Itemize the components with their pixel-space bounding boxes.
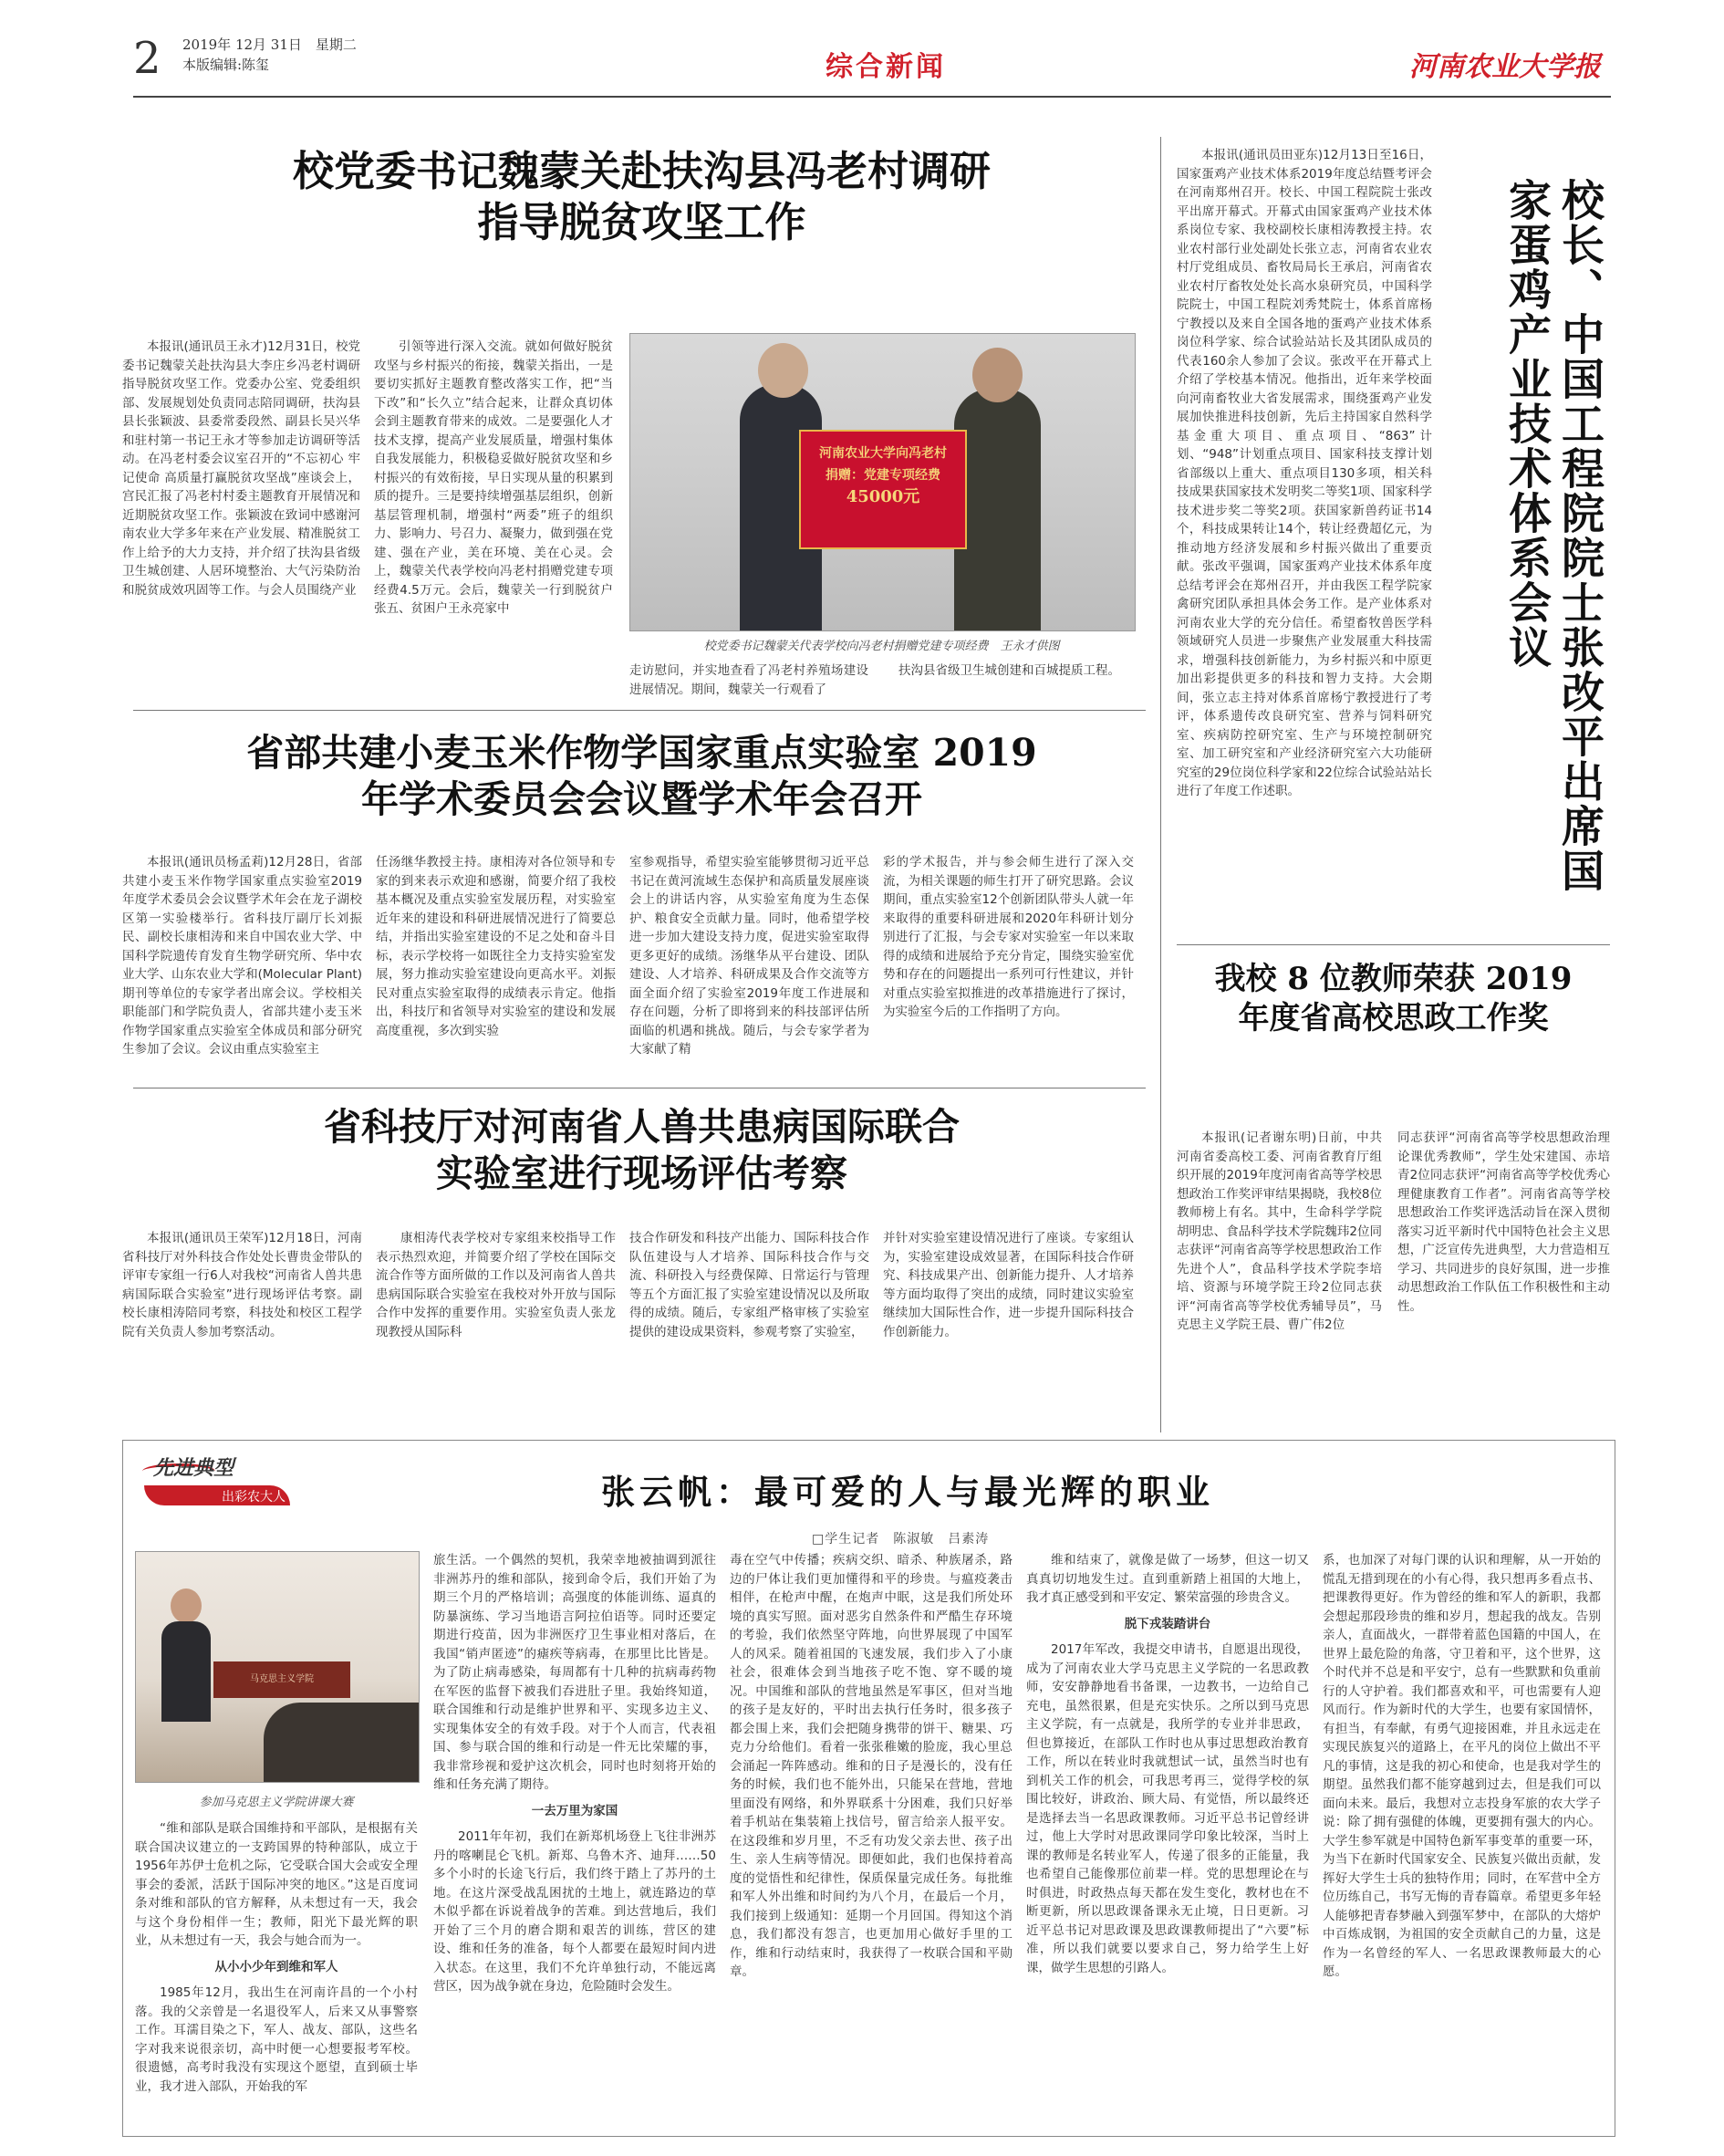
article1-headline-line1: 校党委书记魏蒙关赴扶沟县冯老村调研: [292, 147, 991, 195]
page-editor: 本版编辑:陈玺: [182, 57, 270, 73]
speaker: [161, 1621, 211, 1722]
feature-photo: [135, 1551, 420, 1783]
article2-column-2: 任汤继华教授主持。康相涛对各位领导和专家的到来表示欢迎和感谢，简要介绍了我校基本概况及重点实验室发展历程，对实验室近年来的建设和科研进展情况进行了简要总结，并指出实验室建设的不足之处和奋斗目标，表示学校将一如既往全力支持实验室发展，努力推动实验室建设向更高水平。刘振民对重点实验室取得的成绩表示肯定。他指出，科技厅和省领导对实验室的建设和发展高度重视，多次到实验: [376, 855, 616, 1038]
article1-column-2: 引领等进行深入交流。就如何做好脱贫攻坚与乡村振兴的衔接，魏蒙关指出，一是要切实抓好主题教育整改落实工作，把“当下改”和“长久立”结合起来，让群众真切体会到主题教育带来的成效。二是要强化人才技术支撑，提高产业发展质量，增强村集体自我发展能力，积极稳妥做好脱贫攻坚和乡村振兴的有效衔接，早日实现从量的积累到质的提升。三是要持续增强基层组织，创新基层管理机制，增强村“两委”班子的组织力、影响力、号召力、凝聚力，做到强在党建、强在产业，美在环境、美在心灵。会上，魏蒙关代表学校向冯老村捐赠党建专项经费4.5万元。会后，魏蒙关一行到脱贫户张五、贫困户王永亮家中: [374, 339, 613, 616]
article5-column-2: 同志获评“河南省高等学校思想政治理论课优秀教师”，学生处宋建国、赤培青2位同志获评“河南省高等学校优秀心理健康教育工作者”。河南省高等学校思想政治工作奖评选活动旨在深入贯彻落实习近平新时代中国特色社会主义思想，广泛宣传先进典型，大力营造相互学习、共同进步的良好氛围，进一步推动思想政治工作队伍工作积极性和主动性。: [1397, 1130, 1610, 1314]
feature-column-1: 旅生活。一个偶然的契机，我荣幸地被抽调到派往非洲苏丹的维和部队，接到命令后，我们开始了为期三个月的严格培训；高强度的体能训练、逼真的防暴演练、学习当地语言阿拉伯语等。同时还要定期进行疫苗，因为非洲医疗卫生事业相对落后，在我国“销声匿迹”的瘧疾等病毒，在那里比比皆是。为了防止病毒感染，每周都有十几种的抗病毒药物在军医的监督下被我们吞进肚子里。我始终知道，联合国维和行动是维护世界和平、实现多边主义、实现集体安全的有效手段。对于个人而言，代表祖国、参与联合国的维和行动是一件无比荣耀的事，我非常珍视和爱护这次机会，同时也时刻将开始的维和任务充满了期待。 一去万里为家国 2011年年初，我们在新郑机场登上飞往非洲苏丹的喀喇昆仑飞机。新郑、乌鲁木齐、迪拜……50多个小时的长途飞行后，我们终于踏上了苏丹的土地。在这片深受战乱困扰的土地上，就连路边的草木似乎都在诉说着战争的苦难。到达营地后，我们开始了三个月的磨合期和艰苦的训练，营区的建设、维和任务的准备，每个人都要在最短时间内进入状态。在这里，我们不允许单独行动，不能远离营区，因为战争就在身边，危险随时会发生。: [433, 1553, 716, 1994]
divider: [1177, 944, 1610, 945]
feature-column-4: 系，也加深了对每门课的认识和理解，从一开始的慌乱无措到现在的小有心得，我只想再多看点书、把课教得更好。作为曾经的维和军人的新职，我都会想起那段珍贵的维和岁月，想起我的战友。告别亲人，直面战火，一群带着蓝色国籍的中国人，在世界上最危险的角落，守卫着和平，这个世界，这个时代并不总是和平安宁，总有一些默默和负重前行的人守护着。我们都喜欢和平，可也需要有人迎风而行。作为新时代的大学生，也要有家国情怀，有担当，有奉献，有勇气迎接困难，并且永远走在实现民族复兴的道路上，在平凡的岗位上做出不平凡的事情，这是我的初心和使命，也是我对学生的期望。虽然我们都不能穿越到过去，但是我们可以面向未来。最后，我想对立志投身军旅的农大学子说：除了拥有强健的体魄，更要拥有强大的内心。大学生参军就是中国特色新军事变革的重要一环，为当下在新时代国家安全、民族复兴做出贡献，发挥好大学生士兵的独特作用；同时，在军营中全方位历练自己，书写无悔的青春篇章。希望更多年轻人能够把青春梦融入到强军梦中，在部队的大熔炉中百炼成钢，为祖国的安全贡献自己的力量，这是作为一名曾经的军人、一名思政课教师最大的心愿。: [1323, 1553, 1601, 1979]
article1-headline-line2: 指导脱贫攻坚工作: [477, 198, 806, 247]
presentation-screen: 马克思主义学院: [213, 1661, 350, 1698]
article3-column-4: 并针对实验室建设情况进行了座谈。专家组认为，实验室建设成效显著，在国际科技合作研究、科技成果产出、创新能力提升、人才培养等方面均取得了突出的成绩，同时建议实验室继续加大国际性合作，进一步提升国际科技合作创新能力。: [883, 1231, 1134, 1339]
divider: [133, 710, 1146, 711]
feature-photo-caption: 参加马克思主义学院讲课大赛: [199, 1796, 354, 1809]
article2-column-3: 室参观指导，希望实验室能够贯彻习近平总书记在黄河流域生态保护和高质量发展座谈会上的讲话内容，从实验室角度为生态保护、粮食安全贡献力量。同时，他希望学校进一步加大建设支持力度，促进实验室取得更多更好的成绩。汤继华从平台建设、团队建设、人才培养、科研成果及合作交流等方面全面介绍了实验室2019年度工作进展和存在问题，分析了即将到来的科技部评估所面临的机遇和挑战。随后，与会专家学者为大家献了精: [629, 855, 869, 1057]
masthead-rule: [133, 96, 1611, 98]
section-title: 综合新闻: [826, 51, 946, 83]
badge-title: 先进典型: [153, 1456, 234, 1480]
article1-photo: [629, 333, 1136, 631]
feature-column-0: “维和部队是联合国维持和平部队，是根据有关联合国决议建立的一支跨国界的特种部队，成立于1956年苏伊士危机之际，它受联合国大会或安全理事会的委派，活跃于国际冲突的地区。”这是百度词条对维和部队的官方解释，从未想过有一天，我会与这个身份相伴一生；教师，阳光下最光辉的职业，从未想过有一天，我会与她合而为一。 从小小少年到维和军人 1985年12月，我出生在河南许昌的一个小村落。我的父亲曾是一名退役军人，后来又从事警察工作。耳濡目染之下，军人、战友、部队，这些名字对我来说很亲切，高中时便一心想要报考军校。很遗憾，高考时我没有实现这个愿望，直到硕士毕业，我才进入部队，开始我的军: [135, 1821, 418, 2094]
person-right: [954, 389, 1041, 630]
feature-badge: [135, 1453, 317, 1526]
person-right-head: [972, 348, 1023, 402]
issue-meta: [182, 35, 357, 75]
article5-headline-line2: 年度省高校思政工作奖: [1238, 999, 1549, 1036]
article1-photo-caption: 校党委书记魏蒙关代表学校向冯老村捐赠党建专项经费 王永才供图: [703, 640, 1060, 653]
article3-column-3: 技合作研发和科技产出能力、国际科技合作队伍建设与人才培养、国际科技合作与交流、科研投入与经费保障、日常运行与管理等五个方面汇报了实验室建设情况以及所取得的成绩。随后，专家组严格审核了实验室提供的建设成果资料，参观考察了实验室，: [629, 1231, 869, 1339]
article3-column-2: 康相涛代表学校对专家组来校指导工作表示热烈欢迎，并简要介绍了学校在国际交流合作等方面所做的工作以及河南省人兽共患病国际联合实验室在我校对外开放与国际合作中发挥的重要作用。实验室负责人张龙现教授从国际科: [376, 1231, 616, 1339]
article2-column-1: 本报讯(通讯员杨孟莉)12月28日，省部共建小麦玉米作物学国家重点实验室2019年度学术委员会会议暨学术年会在龙子湖校区第一实验楼举行。省科技厅副厅长刘振民、副校长康相涛和来自中国农业大学、中国科学院遗传育发育生物学研究所、华中农业大学、山东农业大学和(Molecular Plant)期刊等单位的专家学者出席会议。学校相关职能部门和学院负责人，省部共建小麦玉米作物学国家重点实验室全体成员和部分研究生参加了会议。会议由重点实验室主: [122, 855, 362, 1057]
article1-tail-1: 走访慰问，并实地查看了冯老村养殖场建设进展情况。期间，魏蒙关一行观看了: [629, 663, 868, 697]
article2-headline: [133, 730, 1150, 824]
article3-column-1: 本报讯(通讯员王荣军)12月18日，河南省科技厅对外科技合作处处长曹贵金带队的评审专家组一行6人对我校“河南省人兽共患病国际联合实验室”进行现场评估考察。副校长康相涛陪同考察，科技处和校区工程学院有关负责人参加考察活动。: [122, 1231, 362, 1339]
article2-column-4: 彩的学术报告，并与参会师生进行了深入交流，为相关课题的师生打开了研究思路。会议期间，重点实验室12个创新团队带头人就一年来取得的重要科研进展和2020年科研计划分别进行了汇报，与会专家对实验室一年以来取得的成绩和进展给予充分肯定，围绕实验室优势和存在的问题提出一系列可行性建议，并针对重点实验室拟推进的改革措施进行了探讨，为实验室今后的工作指明了方向。: [883, 855, 1134, 1019]
feature-headline: 张云帆：最可爱的人与最光辉的职业: [601, 1472, 1214, 1512]
issue-date: 2019年 12月 31日 星期二: [182, 36, 357, 53]
newspaper-name: 河南农业大学报: [1409, 51, 1601, 83]
article1-tail-2: 扶沟县省级卫生城创建和百城提质工程。: [898, 663, 1120, 678]
feature-subheading-2: 一去万里为家国: [531, 1803, 618, 1818]
donation-sign: 河南农业大学向冯老村 捐赠：党建专项经费 45000元: [799, 430, 967, 549]
article5-column-1: 本报讯(记者谢东明)日前，中共河南省委高校工委、河南省教育厅组织开展的2019年度河南省高等学校思想政治工作奖评审结果揭晓，我校8位教师榜上有名。其中，生命科学学院胡明忠、食品科学技术学院魏玮2位同志获评“河南省高等学校思想政治工作先进个人”，食品科学技术学院李培培、资源与环境学院王玲2位同志获评“河南省高等学校优秀辅导员”，马克思主义学院王晨、曹广伟2位: [1177, 1130, 1382, 1332]
article3-headline: [133, 1104, 1150, 1198]
audience: [264, 1703, 419, 1782]
feature-byline: □学生记者 陈淑敏 吕素涛: [812, 1532, 990, 1547]
article5-headline: [1177, 960, 1610, 1037]
person-left-head: [758, 343, 808, 398]
article3-headline-line2: 实验室进行现场评估考察: [436, 1151, 847, 1196]
feature-column-3: 维和结束了，就像是做了一场梦，但这一切又真真切切地发生过。直到重新踏上祖国的大地上，我才真正感受到和平安定、繁荣富强的珍贵含义。 脱下戎装踏讲台 2017年军改，我提交申请书，自愿退出现役，成为了河南农业大学马克思主义学院的一名思政教师，安安静静地看书备课，一边教书，一边给自己充电，虽然很累，但是充实快乐。之所以到马克思主义学院，有一点就是，我所学的专业并非思政，但也算接近，在部队工作时也从事过思想政治教育工作，所以在转业时我就想试一试，虽然当时也有到机关工作的机会，可我思考再三，觉得学校的氛围比较好，讲政治、顾大局、有觉悟，所以最终还是选择去当一名思政课教师。习近平总书记曾经讲过，他上大学时对思政课同学印象比较深，当时上课的教师是名转业军人，传递了很多的正能量，我也希望自己能像那位前辈一样。党的思想理论在与时俱进，时政热点每天都在发生变化，教材也在不断更新，所以思政课备课永无止境，日日更新。习近平总书记对思政课及思政课教师提出了“六要”标准，所以我们就要以要求自己，努力给学生上好课，做学生思想的引路人。: [1026, 1553, 1309, 1975]
feature-subheading-3: 脱下戎装踏讲台: [1124, 1616, 1211, 1631]
page-number: 2: [133, 33, 161, 84]
feature-subheading-1: 从小小少年到维和军人: [214, 1959, 338, 1974]
article3-headline-line1: 省科技厅对河南省人兽共患病国际联合: [324, 1105, 960, 1149]
article1-headline: [133, 146, 1150, 249]
article5-headline-line1: 我校 8 位教师荣获 2019: [1214, 961, 1573, 997]
column-divider: [1160, 137, 1161, 1432]
article1-column-1: 本报讯(通讯员王永才)12月31日，校党委书记魏蒙关赴扶沟县大李庄乡冯老村调研指导脱贫攻坚工作。党委办公室、党委组织部、发展规划处负责同志陪同调研，扶沟县县长张颖波、县委常委段然、副县长吴兴华和驻村第一书记王永才等参加走访调研等活动。在冯老村委会议室召开的“不忘初心 牢记使命 高质量打赢脱贫攻坚战”座谈会上，宫民汇报了冯老村村委主题教育开展情况和近期脱贫攻坚工作。张颖波在致词中感谢河南农业大学多年来在产业发展、精准脱贫工作上给予的大力支持，并介绍了扶沟县省级卫生城创建、人居环境整治、大气污染防治和脱贫成效巩固等工作。与会人员围绕产业: [122, 339, 360, 598]
article2-headline-line2: 年学术委员会会议暨学术年会召开: [361, 777, 922, 822]
article4-headline: 校长、中国工程院院士张改平出席国家蛋鸡产业技术体系会议: [1501, 178, 1605, 893]
feature-column-2: 毒在空气中传播；疾病交织、暗杀、种族屠杀，路边的尸体让我们更加懂得和平的珍贵。与瘟疫袭击相伴，在枪声中醒，在炮声中眠，这是我们所处环境的真实写照。面对恶劣自然条件和严酷生存环境的考验，我们依然坚守阵地，向世界展现了中国军人的风采。随着祖国的飞速发展，我们步入了小康社会，很难体会到当地孩子吃不饱、穿不暖的境况。中国维和部队的营地虽然是军事区，但对当地的孩子是友好的，平时出去执行任务时，很多孩子都会围上来，我们会把随身携带的饼干、糖果、巧克力分给他们。看着一张张稚嫩的脸庞，我心里总会涌起一阵阵感动。维和的日子是漫长的，没有任务的时候，我们也不能外出，只能呆在营地，营地里面没有网络，和外界联系十分困难，我们只好举着手机站在集装箱上找信号，留言给亲人报平安。在这段维和岁月里，不乏有功发父亲去世、孩子出生、亲人生病等情况。即便如此，我们也保持着高度的觉悟性和纪律性，保质保量完成任务。每批维和军人外出维和时间约为八个月，在最后一个月，我们接到上级通知：延期一个月回国。得知这个消息，我们都没有怨言，也更加用心做好手里的工作，维和行动结束时，我获得了一枚联合国和平勋章。: [730, 1553, 1013, 1979]
article4-body: 本报讯(通讯员田亚东)12月13日至16日，国家蛋鸡产业技术体系2019年度总结暨考评会在河南郑州召开。校长、中国工程院院士张改平出席开幕式。开幕式由国家蛋鸡产业技术体系岗位专家、我校副校长康相涛教授主持。农业农村部行业处副处长张立志，河南省农业农村厅党组成员、畜牧局局长王承启，河南省农业农村厅畜牧处处长高水泉研究员，中国科学院院士，中国工程院刘秀梵院士，体系首席杨宁教授以及来自全国各地的蛋鸡产业技术体系岗位科学家、综合试验站站长及其团队成员的代表160余人参加了会议。张改平在开幕式上介绍了学校基本情况。他指出，近年来学校面向河南畜牧业大省发展需求，围绕蛋鸡产业发展加快推进科技创新，先后主持国家自然科学基金重大项目、重点项目、“863”计划、“948”计划重点项目、国家科技支撑计划省部级以上重大、重点项目130多项，相关科技成果获国家技术发明奖二等奖1项、国家科学技术进步奖二等奖2项。获国家新兽药证书14个，科技成果转让14个，转让经费超亿元，为推动地方经济发展和乡村振兴做出了重要贡献。张改平强调，国家蛋鸡产业技术体系年度总结考评会在郑州召开，并由我医工程学院家禽研究团队承担具体会务工作。是产业体系对河南农业大学的充分信任。希望畜牧兽医学科领域研究人员进一步聚焦产业发展重大科技需求，增强科技创新能力，为乡村振兴和中原更加出彩提供更多的科技和智力支持。大会期间，张立志主持对体系首席杨宁教授进行了考评，体系遗传改良研究室、营养与饲料研究室、疾病防控研究室、生产与环境控制研究室、加工研究室和产业经济研究室六大功能研究室的29位岗位科学家和22位综合试验站站长进行了年度工作述职。: [1177, 148, 1432, 798]
badge-subtitle: 出彩农大人: [222, 1489, 286, 1504]
speaker-head: [171, 1588, 202, 1623]
article2-headline-line1: 省部共建小麦玉米作物学国家重点实验室 2019: [246, 731, 1037, 775]
